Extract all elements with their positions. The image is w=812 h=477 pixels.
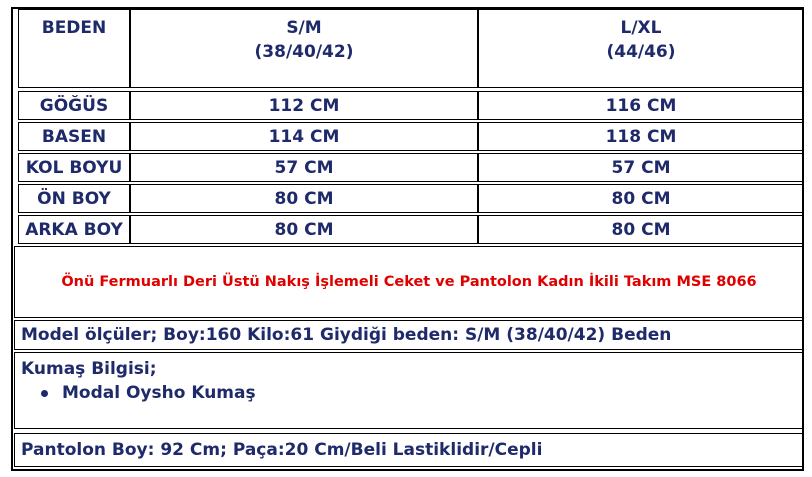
header-sm-sizes: (38/40/42) — [254, 42, 354, 62]
model-info: Model ölçüler; Boy:160 Kilo:61 Giydiği beden: S/M (38/40/42) Beden — [14, 320, 804, 350]
row-label: ARKA BOY — [18, 215, 130, 244]
row-value-sm: 80 CM — [130, 215, 478, 244]
row-label: GÖĞÜS — [18, 91, 130, 120]
header-beden-label: BEDEN — [41, 18, 107, 38]
row-value-sm: 57 CM — [130, 153, 478, 182]
header-sm-cell — [130, 9, 478, 88]
header-lxl-label: L/XL — [620, 18, 662, 38]
row-label: ÖN BOY — [18, 184, 130, 213]
header-lxl-cell — [478, 9, 804, 88]
bullet-icon — [41, 390, 48, 397]
product-title: Önü Fermuarlı Deri Üstü Nakış İşlemeli Ceket ve Pantolon Kadın İkili Takım MSE 8066 — [14, 246, 804, 318]
row-value-sm: 112 CM — [130, 91, 478, 120]
row-value-lxl: 80 CM — [478, 215, 804, 244]
fabric-info-cell — [14, 352, 804, 429]
pants-info: Pantolon Boy: 92 Cm; Paça:20 Cm/Beli Lastiklidir/Cepli — [14, 433, 804, 467]
fabric-title: Kumaş Bilgisi; — [21, 359, 157, 379]
row-value-lxl: 118 CM — [478, 122, 804, 151]
row-label: KOL BOYU — [18, 153, 130, 182]
fabric-item-label: Modal Oysho Kumaş — [62, 383, 256, 403]
row-value-lxl: 80 CM — [478, 184, 804, 213]
row-value-sm: 80 CM — [130, 184, 478, 213]
header-beden-cell — [18, 9, 130, 88]
row-value-sm: 114 CM — [130, 122, 478, 151]
row-label: BASEN — [18, 122, 130, 151]
row-value-lxl: 57 CM — [478, 153, 804, 182]
header-lxl-sizes: (44/46) — [606, 42, 676, 62]
fabric-list-item — [41, 381, 797, 405]
row-value-lxl: 116 CM — [478, 91, 804, 120]
header-sm-label: S/M — [286, 18, 322, 38]
